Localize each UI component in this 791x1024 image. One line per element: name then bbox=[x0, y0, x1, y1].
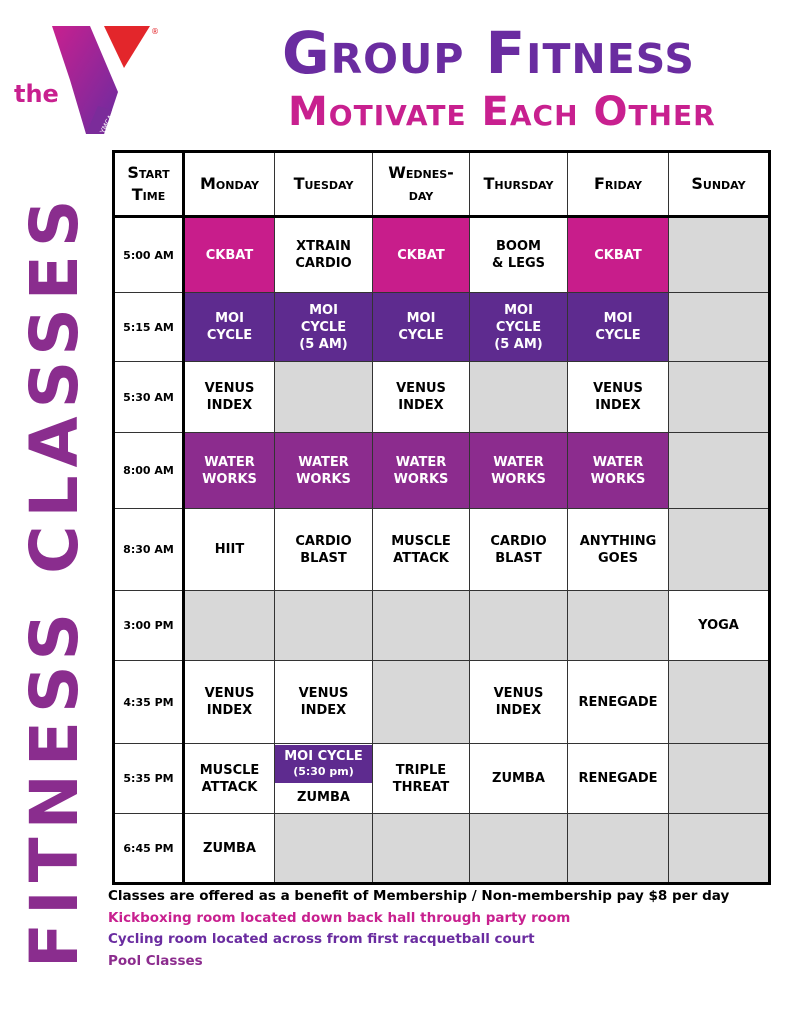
start-time-cell: 5:00 AM bbox=[114, 217, 184, 293]
header-row bbox=[114, 152, 770, 217]
page-title: Group Fitness bbox=[282, 19, 695, 87]
class-cell bbox=[184, 433, 275, 509]
empty-cell bbox=[669, 661, 770, 744]
empty-cell bbox=[373, 591, 470, 661]
text-line: VENUS bbox=[396, 381, 446, 396]
class-cell bbox=[470, 433, 568, 509]
text-line: & LEGS bbox=[491, 256, 546, 271]
text-line: (5 AM) bbox=[494, 336, 543, 352]
class-cell bbox=[373, 509, 470, 591]
class-cell bbox=[669, 591, 770, 661]
start-time-cell: 3:00 PM bbox=[114, 591, 184, 661]
text-line: MOI bbox=[215, 311, 244, 326]
empty-cell bbox=[568, 591, 669, 661]
text-line: CYCLE bbox=[300, 319, 347, 335]
table-row bbox=[114, 433, 770, 509]
empty-cell bbox=[373, 814, 470, 884]
class-cell bbox=[275, 509, 373, 591]
text-line: CARDIO bbox=[490, 533, 547, 549]
start-time-cell: 8:30 AM bbox=[114, 509, 184, 591]
empty-cell bbox=[669, 433, 770, 509]
text-line: Start bbox=[127, 163, 170, 182]
empty-cell bbox=[470, 814, 568, 884]
start-time-cell: 4:35 PM bbox=[114, 661, 184, 744]
header-day bbox=[373, 152, 470, 217]
text-line: MUSCLE bbox=[199, 762, 260, 778]
empty-cell bbox=[275, 591, 373, 661]
class-cell bbox=[470, 744, 568, 814]
text-line: Wednes- bbox=[388, 163, 454, 182]
text-line: ANYTHING bbox=[579, 533, 657, 549]
page-subtitle: Motivate Each Other bbox=[288, 89, 716, 135]
text-line: WORKS bbox=[491, 471, 546, 487]
text-line: WORKS bbox=[202, 471, 257, 487]
empty-cell bbox=[470, 362, 568, 433]
note-pool-classes: Pool Classes bbox=[108, 952, 203, 969]
class-cell bbox=[373, 433, 470, 509]
text-line: BOOM bbox=[496, 239, 541, 254]
text-line: VENUS bbox=[493, 686, 544, 701]
text-line: WORKS bbox=[590, 471, 646, 487]
class-cell bbox=[373, 293, 470, 362]
empty-cell bbox=[470, 591, 568, 661]
text-line: ATTACK bbox=[201, 779, 258, 795]
start-time-cell: 5:30 AM bbox=[114, 362, 184, 433]
empty-cell bbox=[669, 217, 770, 293]
table-row bbox=[114, 293, 770, 362]
text-line: RENEGADE bbox=[578, 771, 658, 786]
text-line: Time bbox=[131, 185, 166, 204]
table-row bbox=[114, 744, 770, 814]
class-cell bbox=[568, 744, 669, 814]
class-cell bbox=[373, 217, 470, 293]
class-cell bbox=[184, 362, 275, 433]
class-cell bbox=[568, 433, 669, 509]
text-line: Thursday bbox=[483, 174, 554, 193]
text-line: CKBAT bbox=[205, 247, 254, 263]
table-row bbox=[114, 661, 770, 744]
empty-cell bbox=[669, 362, 770, 433]
empty-cell bbox=[568, 814, 669, 884]
class-cell bbox=[373, 362, 470, 433]
text-line: (5 AM) bbox=[299, 336, 348, 352]
empty-cell bbox=[275, 814, 373, 884]
schedule-body bbox=[114, 217, 770, 884]
text-line: Tuesday bbox=[293, 174, 354, 193]
text-line: WATER bbox=[298, 454, 349, 470]
text-line: VENUS bbox=[298, 686, 349, 701]
start-time-cell: 5:35 PM bbox=[114, 744, 184, 814]
text-line: WATER bbox=[493, 454, 544, 470]
text-line: CYCLE bbox=[595, 328, 641, 343]
text-line: VENUS bbox=[204, 381, 255, 396]
empty-cell bbox=[669, 293, 770, 362]
class-cell bbox=[184, 814, 275, 884]
text-line: MOI bbox=[603, 311, 633, 326]
text-line: CKBAT bbox=[397, 247, 445, 263]
text-line: VENUS bbox=[204, 686, 255, 701]
text-line: CYCLE bbox=[206, 328, 253, 343]
text-line: GOES bbox=[598, 550, 638, 566]
table-row bbox=[114, 362, 770, 433]
ymca-logo-graphic bbox=[8, 22, 158, 140]
text-line: WATER bbox=[395, 454, 447, 470]
text-line: CYCLE bbox=[495, 319, 542, 335]
note-cycling-room: Cycling room located across from first racquetball court bbox=[108, 931, 535, 947]
header-day bbox=[184, 152, 275, 217]
class-cell bbox=[568, 217, 669, 293]
empty-cell bbox=[184, 591, 275, 661]
class-cell bbox=[470, 293, 568, 362]
class-cell bbox=[470, 217, 568, 293]
text-line: INDEX bbox=[595, 398, 641, 413]
text-line: MUSCLE bbox=[391, 533, 451, 549]
footer-notes bbox=[108, 886, 778, 972]
side-title-vertical: FITNESS CLASSES bbox=[16, 191, 93, 968]
text-line: BLAST bbox=[300, 550, 347, 566]
class-cell bbox=[568, 362, 669, 433]
text-line: INDEX bbox=[495, 703, 542, 718]
class-cell bbox=[568, 293, 669, 362]
class-cell bbox=[184, 661, 275, 744]
empty-cell bbox=[669, 814, 770, 884]
class-cell bbox=[568, 661, 669, 744]
text-line: (5:30 pm) bbox=[293, 765, 354, 778]
text-line: CYCLE bbox=[398, 328, 444, 343]
text-line: THREAT bbox=[392, 779, 450, 795]
text-line: CARDIO bbox=[295, 533, 352, 549]
start-time-cell: 6:45 PM bbox=[114, 814, 184, 884]
header-day bbox=[568, 152, 669, 217]
header-start-time bbox=[114, 152, 184, 217]
class-cell bbox=[275, 433, 373, 509]
text-line: INDEX bbox=[398, 398, 444, 413]
start-time-cell: 5:15 AM bbox=[114, 293, 184, 362]
text-line: VENUS bbox=[593, 381, 643, 396]
start-time-cell: 8:00 AM bbox=[114, 433, 184, 509]
header-day bbox=[470, 152, 568, 217]
table-row bbox=[114, 509, 770, 591]
text-line: BLAST bbox=[495, 550, 542, 566]
table-row bbox=[114, 217, 770, 293]
text-line: YOGA bbox=[698, 618, 739, 633]
header-day bbox=[275, 152, 373, 217]
class-cell bbox=[470, 509, 568, 591]
text-line: MOI bbox=[309, 302, 338, 318]
class-schedule-table bbox=[112, 150, 771, 885]
class-cell-split bbox=[275, 744, 373, 814]
text-line: WORKS bbox=[296, 471, 351, 487]
text-line: ZUMBA bbox=[492, 771, 545, 786]
empty-cell bbox=[669, 744, 770, 814]
text-line: Sunday bbox=[691, 174, 746, 193]
empty-cell bbox=[275, 362, 373, 433]
logo-the-text: the bbox=[14, 80, 59, 108]
text-line: TRIPLE bbox=[395, 762, 447, 778]
table-row bbox=[114, 814, 770, 884]
text-line: WATER bbox=[592, 454, 644, 470]
text-line: ATTACK bbox=[393, 550, 449, 566]
text-line: INDEX bbox=[300, 703, 347, 718]
class-cell bbox=[184, 509, 275, 591]
class-cell bbox=[275, 661, 373, 744]
text-line: RENEGADE bbox=[578, 694, 658, 710]
text-line: INDEX bbox=[206, 703, 253, 718]
text-line: CKBAT bbox=[594, 247, 642, 263]
text-line: CARDIO bbox=[295, 256, 352, 271]
text-line: WORKS bbox=[393, 471, 449, 487]
table-row bbox=[114, 591, 770, 661]
text-line: MOI CYCLE bbox=[284, 749, 363, 764]
class-cell bbox=[275, 293, 373, 362]
class-cell bbox=[184, 293, 275, 362]
class-cell bbox=[275, 217, 373, 293]
text-line: MOI bbox=[504, 302, 533, 318]
class-cell bbox=[568, 509, 669, 591]
header-day bbox=[669, 152, 770, 217]
text-line: day bbox=[408, 185, 434, 204]
ymca-logo bbox=[8, 22, 158, 140]
text-line: HIIT bbox=[214, 542, 245, 557]
logo-registered-mark: ® bbox=[151, 27, 159, 36]
class-cell bbox=[373, 744, 470, 814]
text-line: XTRAIN bbox=[296, 239, 351, 254]
note-membership: Classes are offered as a benefit of Membership / Non-membership pay $8 per day bbox=[108, 888, 730, 904]
text-line: WATER bbox=[204, 454, 255, 470]
class-cell-top bbox=[275, 745, 372, 783]
class-cell-bottom: ZUMBA bbox=[297, 790, 350, 805]
class-cell bbox=[184, 744, 275, 814]
text-line: Monday bbox=[199, 174, 260, 193]
empty-cell bbox=[373, 661, 470, 744]
class-cell bbox=[184, 217, 275, 293]
class-cell bbox=[470, 661, 568, 744]
text-line: MOI bbox=[406, 311, 436, 326]
text-line: INDEX bbox=[206, 398, 253, 413]
logo-ymca-text: YMCA bbox=[98, 113, 116, 135]
text-line: Friday bbox=[593, 174, 643, 193]
empty-cell bbox=[669, 509, 770, 591]
note-kickboxing-room: Kickboxing room located down back hall through party room bbox=[108, 909, 571, 926]
text-line: ZUMBA bbox=[203, 840, 256, 856]
